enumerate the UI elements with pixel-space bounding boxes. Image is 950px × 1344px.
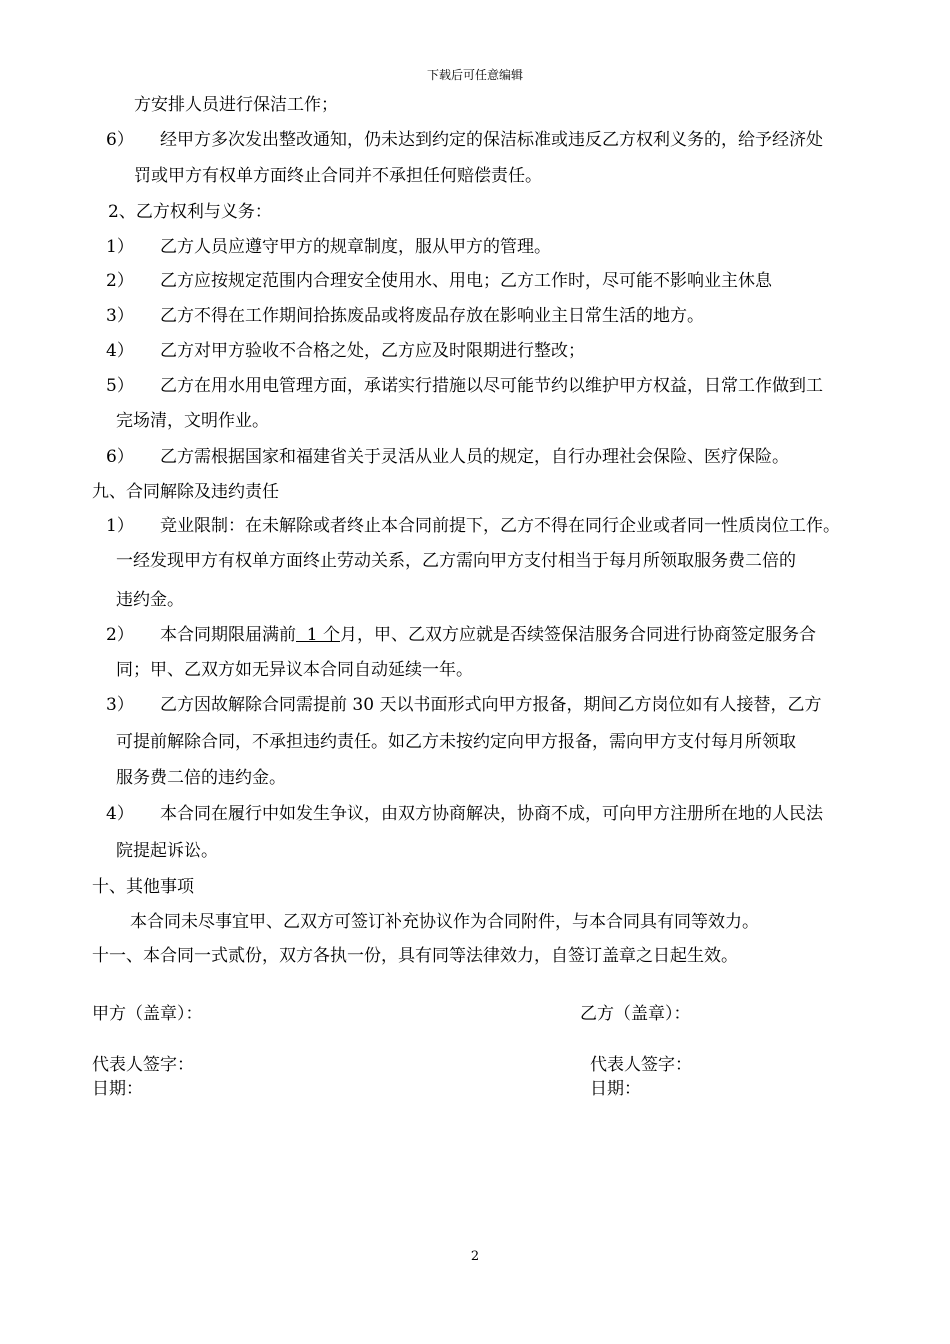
item-text: 同；甲、乙双方如无异议本合同自动延续一年。 bbox=[116, 660, 473, 680]
item-text: 一经发现甲方有权单方面终止劳动关系，乙方需向甲方支付相当于每月所领取服务费二倍的 bbox=[116, 551, 796, 571]
item-text: 乙方不得在工作期间拾拣废品或将废品存放在影响业主日常生活的地方。 bbox=[160, 306, 704, 326]
party-a-seal-label: 甲方（盖章）： bbox=[92, 1004, 203, 1024]
item-text: 罚或甲方有权单方面终止合同并不承担任何赔偿责任。 bbox=[134, 166, 542, 186]
item-number: 5） bbox=[106, 376, 134, 396]
item-text: 乙方人员应遵守甲方的规章制度，服从甲方的管理。 bbox=[160, 237, 551, 257]
item-text: 乙方在用水用电管理方面，承诺实行措施以尽可能节约以维护甲方权益，日常工作做到工 bbox=[160, 376, 823, 396]
item-text: 乙方因故解除合同需提前 30 天以书面形式向甲方报备，期间乙方岗位如有人接替，乙方 bbox=[160, 695, 822, 715]
item-text bbox=[160, 624, 816, 646]
party-a-representative-label: 代表人签字： bbox=[92, 1055, 194, 1075]
item-text: 院提起诉讼。 bbox=[116, 841, 218, 861]
party-b-representative-label: 代表人签字： bbox=[590, 1055, 692, 1075]
continued-line: 方安排人员进行保洁工作； bbox=[134, 95, 338, 115]
item-number: 4） bbox=[106, 341, 134, 361]
item-number: 1） bbox=[106, 516, 134, 536]
item-text: 违约金。 bbox=[116, 590, 184, 610]
item-text: 乙方需根据国家和福建省关于灵活从业人员的规定，自行办理社会保险、医疗保险。 bbox=[160, 447, 789, 467]
item-text: 可提前解除合同，不承担违约责任。如乙方未按约定向甲方报备，需向甲方支付每月所领取 bbox=[116, 732, 796, 752]
party-b-seal-label: 乙方（盖章）： bbox=[580, 1004, 691, 1024]
section-heading: 九、合同解除及违约责任 bbox=[92, 482, 279, 502]
item-text: 竞业限制：在未解除或者终止本合同前提下，乙方不得在同行企业或者同一性质岗位工作。 bbox=[160, 516, 840, 536]
paragraph: 十一、本合同一式贰份，双方各执一份，具有同等法律效力，自签订盖章之日起生效。 bbox=[92, 946, 738, 966]
item-number: 3） bbox=[106, 306, 134, 326]
item-text-part: 本合同期限届满前 bbox=[160, 625, 296, 645]
party-b-date-label: 日期： bbox=[590, 1079, 641, 1099]
item-text: 经甲方多次发出整改通知，仍未达到约定的保洁标准或违反乙方权利义务的，给予经济处 bbox=[160, 130, 823, 150]
section-heading: 2、乙方权利与义务： bbox=[108, 202, 272, 222]
item-number: 1） bbox=[106, 237, 134, 257]
item-text: 完场清，文明作业。 bbox=[116, 411, 269, 431]
underlined-term: 1 个 bbox=[296, 625, 341, 645]
item-number: 3） bbox=[106, 695, 134, 715]
paragraph: 本合同未尽事宜甲、乙双方可签订补充协议作为合同附件，与本合同具有同等效力。 bbox=[130, 912, 759, 932]
item-text: 服务费二倍的违约金。 bbox=[116, 768, 286, 788]
page-number: 2 bbox=[470, 1249, 480, 1264]
item-number: 6） bbox=[106, 447, 134, 467]
item-number: 2） bbox=[106, 271, 134, 291]
party-a-date-label: 日期： bbox=[92, 1079, 143, 1099]
item-text: 乙方应按规定范围内合理安全使用水、用电；乙方工作时，尽可能不影响业主休息 bbox=[160, 271, 772, 291]
item-number: 4） bbox=[106, 804, 134, 824]
section-heading: 十、其他事项 bbox=[92, 877, 194, 897]
item-text: 乙方对甲方验收不合格之处，乙方应及时限期进行整改； bbox=[160, 341, 585, 361]
item-text-part: 月，甲、乙双方应就是否续签保洁服务合同进行协商签定服务合 bbox=[340, 625, 817, 645]
item-number: 6） bbox=[106, 130, 134, 150]
item-text: 本合同在履行中如发生争议，由双方协商解决，协商不成，可向甲方注册所在地的人民法 bbox=[160, 804, 823, 824]
item-number: 2） bbox=[106, 625, 134, 645]
page-header: 下载后可任意编辑 bbox=[426, 68, 523, 82]
